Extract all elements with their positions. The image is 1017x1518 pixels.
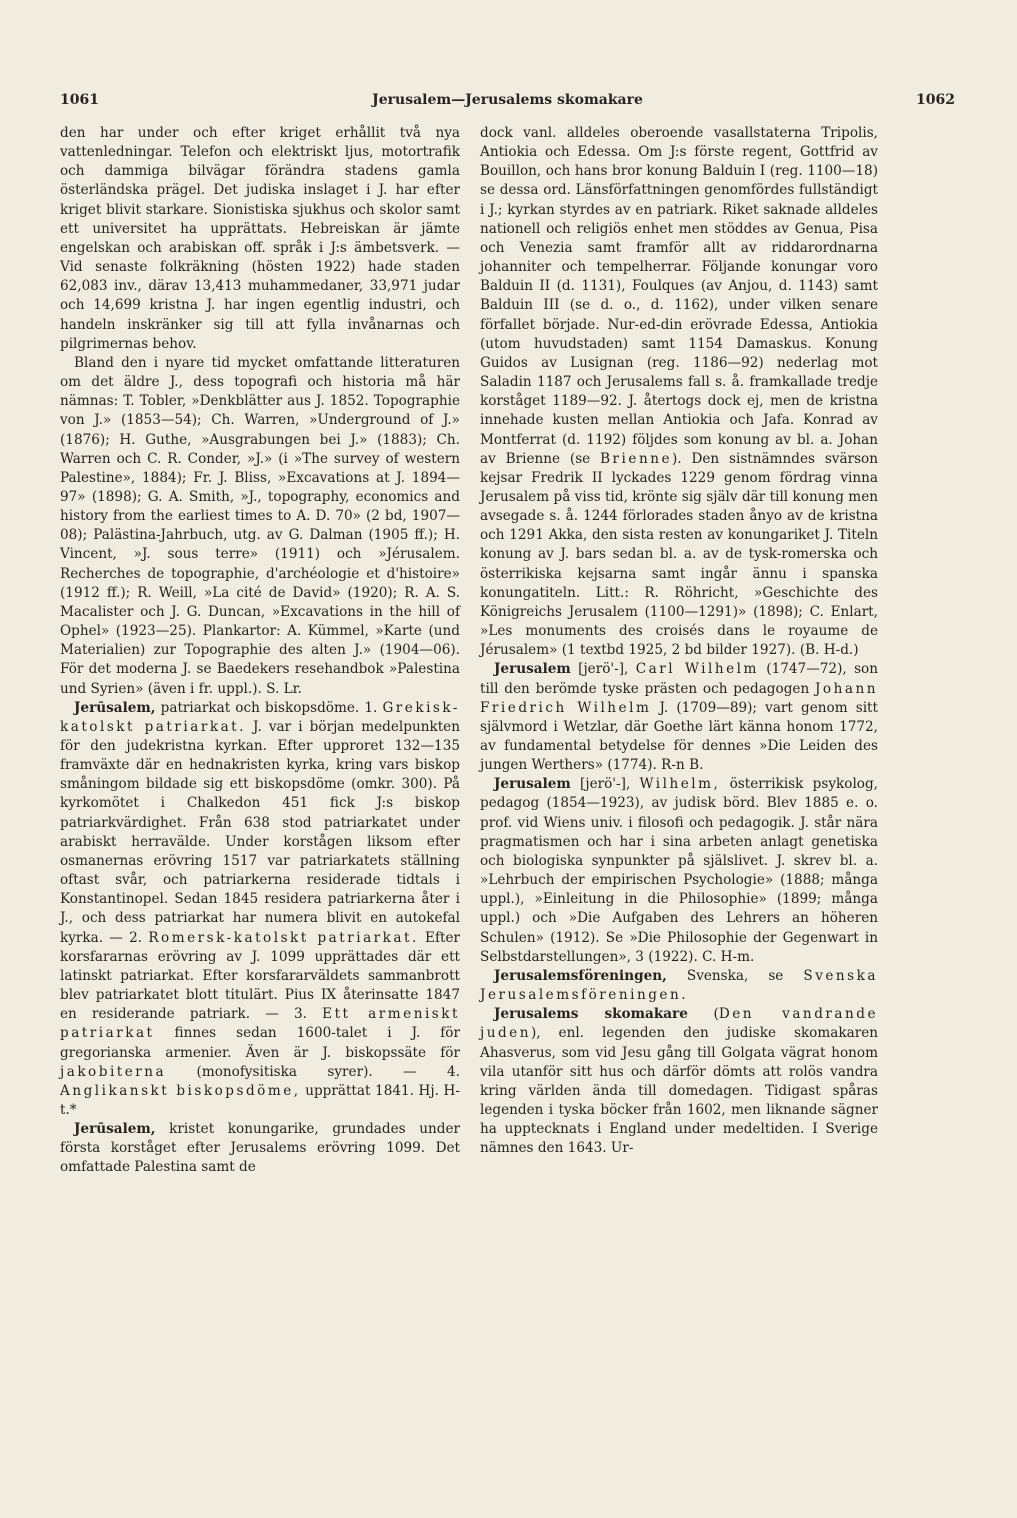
paragraph xyxy=(480,124,878,660)
spaced-term: Carl Wilhelm xyxy=(635,661,759,678)
body-text: upprättat 1841. Hj. H-t.* xyxy=(60,1082,460,1118)
body-text: J. var i början medelpunkten för den judekristna kyrkan. Efter upproret 132—135 framväxte där en hednakristen kyrka, kring vars biskop småningom bildade sig ett biskopsdöme (omkr. 300). På kyrkomötet i Chalkedon 451 fick J:s biskop patriarkvärdighet. Från 638 stod patriarkatet under arabiskt herravälde. Under korstågen liksom efter osmanernas erövring 1517 var patriarkatets ställning oftast svår, och patriarkerna residerade tidtals i Konstantinopel. Sedan 1845 residera patriarkerna åter i J., och dess patriarkat har numera blivit en autokefal kyrka. — 2. xyxy=(60,718,460,946)
headword: Jerusalem xyxy=(494,776,571,793)
spaced-term: jakobiterna xyxy=(60,1063,167,1080)
paragraph xyxy=(480,1005,878,1158)
body-text: (monofysitiska syrer). — 4. xyxy=(166,1063,460,1080)
body-text: dock vanl. alldeles oberoende vasallstaterna Tripolis, Antiokia och Edessa. Om J:s förste regent, Gottfrid av Bouillon, och hans bror konung Balduin I (reg. 1100—18) se dessa ord. Länsförfattningen genomfördes fullständigt i J.; kyrkan styrdes av en patriark. Riket saknade alldeles nationell och religiös enhet men stöddes av Genua, Pisa och Venezia samt framför allt av riddarordnarna johanniter och tempelherrar. Följande konungar voro Balduin II (d. 1131), Foulques (av Anjou, d. 1143) samt Balduin III (se d. o., d. 1162), under vilken senare förfallet började. Nur-ed-din erövrade Edessa, Antiokia (utom huvudstaden) samt 1154 Damaskus. Konung Guidos av Lusignan (reg. 1186—92) nederlag mot Saladin 1187 och Jerusalems fall s. å. framkallade tredje korståget 1189—92. J. återtogs dock ej, men de kristna innehade kusten mellan Antiokia och Jafa. Konrad av Montferrat (d. 1192) följdes som konung av bl. a. Johan av Brienne (se xyxy=(480,125,878,467)
paragraph xyxy=(60,354,460,699)
right-column xyxy=(480,124,878,1158)
paragraph xyxy=(60,124,460,354)
body-text: kristet konungarike, grundades under första korståget efter Jerusalems erövring 1099. Det omfattade Palestina samt de xyxy=(60,1121,460,1176)
spaced-term: Johann Friedrich Wilhelm xyxy=(480,680,878,716)
spaced-term: Brienne xyxy=(600,450,672,467)
spaced-term: Den vandrande juden xyxy=(480,1006,878,1042)
body-text: finnes sedan 1600-talet i J. för gregorianska armenier. Även är J. biskopssäte för xyxy=(60,1025,460,1061)
running-header xyxy=(60,92,955,114)
page-number-right: 1062 xyxy=(916,92,955,108)
headword: Jerūsalem, xyxy=(74,1121,156,1138)
paragraph xyxy=(60,699,460,1120)
body-text: ( xyxy=(687,1006,719,1023)
spaced-term: Grekisk-katolskt patriarkat. xyxy=(60,699,460,735)
body-text: (1747—72), son till den berömde tyske prästen och pedagogen xyxy=(480,661,878,697)
spaced-term: Anglikanskt biskopsdöme, xyxy=(60,1082,301,1099)
body-text: [jerö'-], xyxy=(570,776,640,793)
body-text: ), enl. legenden den judiske skomakaren Ahasverus, som vid Jesu gång till Golgata vägrat honom vila utanför sitt hus och därför dömts att rolös vandra kring världen ända till domedagen. Tidigast spåras legenden i tyska böcker från 1602, men liknande sägner ha upptecknats i England under medeltiden. I Sverige nämnes den 1643. Ur- xyxy=(480,1025,878,1157)
body-text: Efter korsfararnas erövring av J. 1099 upprättades där ett latinskt patriarkat. Efter korsfararväldets sammanbrott blev patriarkatet blott titulärt. Pius IX återinsatte 1847 en residerande patriark. — 3. xyxy=(60,929,460,1023)
body-text: den har under och efter kriget erhållit två nya vattenledningar. Telefon och elektriskt ljus, motortrafik och dammiga bilvägar förändra stadens gamla österländska prägel. Det judiska inslaget i J. har efter kriget blivit starkare. Sionistiska sjukhus och skolor samt ett universitet ha upprättats. Hebreiskan är jämte engelskan och arabiskan off. språk i J:s ämbetsverk. — Vid senaste folkräkning (hösten 1922) hade staden 62,083 inv., därav 13,413 muhammedaner, 33,971 judar och 14,699 kristna J. har ingen egentlig industri, och handeln inskränker sig till att fylla invånarnas och pilgrimernas behov. xyxy=(60,125,460,352)
body-text: österrikisk psykolog, pedagog (1854—1923), av judisk börd. Blev 1885 e. o. prof. vid Wiens univ. i filosofi och pedagogik. J. står nära pragmatismen och har i sina arbeten anlagt genetiska och biologiska synpunkter på själslivet. J. skrev bl. a. »Lehrbuch der empirischen Psychologie» (1888; många uppl.), »Einleitung in die Philosophie» (1899; många uppl.) och »Die Aufgaben des Lehrers an höheren Schulen» (1912). Se »Die Philosophie der Gegenwart in Selbstdarstellungen», 3 (1922). C. H-m. xyxy=(480,776,878,965)
running-title: Jerusalem—Jerusalems skomakare xyxy=(372,92,643,108)
headword: Jerusalems skomakare xyxy=(494,1006,688,1023)
body-text: [jerö'-], xyxy=(570,661,636,678)
spaced-term: Wilhelm, xyxy=(639,776,721,793)
body-text: ). Den sistnämndes svärson kejsar Fredrik II lyckades 1229 genom fördrag vinna Jerusalem på viss tid, krönte sig själv där till konung men avsegade s. å. 1244 förlorades staden ånyo av de kristna och 1291 Akka, den sista resten av konungariket J. Titeln konung av J. bars sedan bl. a. av de tysk-romerska och österrikiska kejsarna samt ingår ännu i spanska konungatiteln. Litt.: R. Röhricht, »Geschichte des Königreichs Jerusalem (1100—1291)» (1898); C. Enlart, »Les monuments des croisés dans le royaume de Jérusalem» (1 textbd 1925, 2 bd bilder 1927). (B. H-d.) xyxy=(480,450,878,659)
paragraph xyxy=(60,1120,460,1177)
headword: Jerusalem xyxy=(494,661,571,678)
body-text: Svenska, se xyxy=(666,967,804,984)
headword: Jerusalemsföreningen, xyxy=(494,967,667,984)
body-text: patriarkat och biskopsdöme. 1. xyxy=(155,699,383,716)
spaced-term: Ett armeniskt patriarkat xyxy=(60,1006,460,1042)
page-number-left: 1061 xyxy=(60,92,99,108)
spaced-term: Svenska Jerusalemsföreningen. xyxy=(480,967,878,1004)
paragraph xyxy=(480,775,878,967)
body-text: Bland den i nyare tid mycket omfattande litteraturen om det äldre J., dess topografi och historia må här nämnas: T. Tobler, »Denkblätter aus J. 1852. Topographie von J.» (1853—54); Ch. Warren, »Underground of J.» (1876); H. Guthe, »Ausgrabungen bei J.» (1883); Ch. Warren och C. R. Conder, »J.» (i »The survey of western Palestine», 1884); Fr. J. Bliss, »Excavations at J. 1894—97» (1898); G. A. Smith, »J., topography, economics and history from the earliest times to A. D. 70» (2 bd, 1907—08); Palästina-Jahrbuch, utg. av G. Dalman (1905 ff.); H. Vincent, »J. sous terre» (1911) och »Jérusalem. Recherches de topographie, d'archéologie et d'histoire» (1912 ff.); R. Weill, »La cité de David» (1920); R. A. S. Macalister och J. G. Duncan, »Excavations in the hill of Ophel» (1923—25). Plankartor: A. Kümmel, »Karte (und Materialien) zur Topographie des alten J.» (1904—06). För det moderna J. se Baedekers resehandbok »Palestina und Syrien» (även i fr. uppl.). S. Lr. xyxy=(60,354,460,697)
paragraph xyxy=(480,967,878,1005)
body-text: J. (1709—89); vart genom sitt självmord i Wetzlar, där Goethe lärt känna honom 1772, av fundamental betydelse för dennes »Die Leiden des jungen Werthers» (1774). R-n B. xyxy=(480,699,878,774)
spaced-term: Romersk-katolskt patriarkat. xyxy=(148,929,419,946)
headword: Jerūsalem, xyxy=(74,699,156,716)
left-column xyxy=(60,124,460,1178)
paragraph xyxy=(480,660,878,775)
